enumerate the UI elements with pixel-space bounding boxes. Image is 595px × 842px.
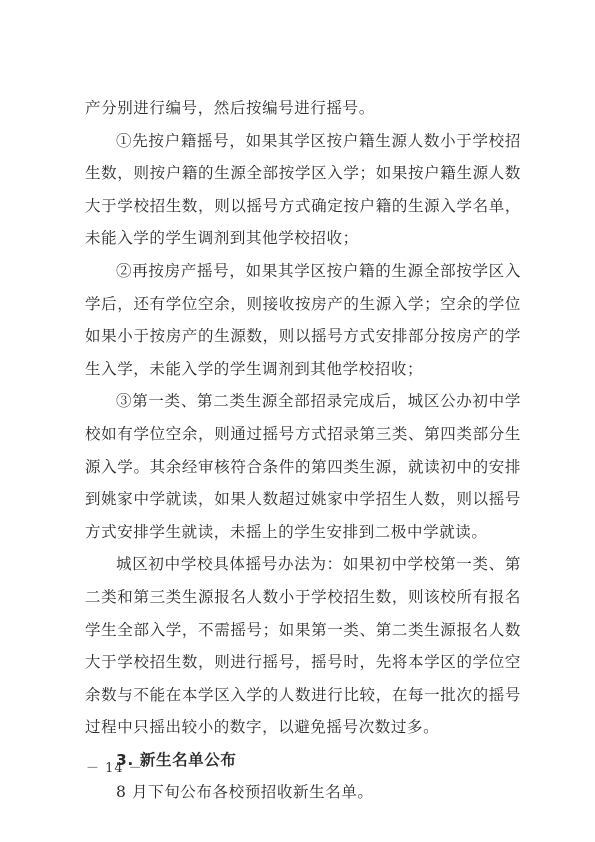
- document-body: [85, 92, 521, 809]
- paragraph-household-lottery: ①先按户籍摇号，如果其学区按户籍生源人数小于学校招生数，则按户籍的生源全部按学区入学；如果按户籍生源人数大于学校招生数，则以摇号方式确定按户籍的生源入学名单，未能入学的学生调剂到其他学校招收；: [85, 131, 521, 248]
- paragraph-announcement: 8 月下旬公布各校预招收新生名单。: [116, 783, 374, 802]
- section-heading: 3. 新生名单公布: [116, 750, 237, 769]
- paragraph-remaining-seats: ③第一类、第二类生源全部招录完成后，城区公办初中学校如有学位空余，则通过摇号方式招录第三类、第四类部分生源入学。其余经审核符合条件的第四类生源，就读初中的安排到姚家中学就读，如果人数超过姚家中学招生人数，则以摇号方式安排学生就读，未摇上的学生安排到二极中学就读。: [85, 392, 521, 541]
- paragraph-urban-lottery-method: 城区初中学校具体摇号办法为：如果初中学校第一类、第二类和第三类生源报名人数小于学校招生数，则该校所有报名学生全部入学，不需摇号；如果第一类、第二类生源报名人数大于学校招生数，则进行摇号，摇号时，先将本学区的学位空余数与不能在本学区入学的人数进行比较，在每一批次的摇号过程中只摇出较小的数字，以避免摇号次数过多。: [85, 555, 521, 737]
- paragraph-property-lottery: ②再按房产摇号，如果其学区按户籍的生源全部按学区入学后，还有学位空余，则接收按房产的生源入学；空余的学位如果小于按房产的生源数，则以摇号方式安排部分按房产的学生入学，未能入学的学生调剂到其他学校招收；: [85, 261, 521, 378]
- paragraph-continued: 产分别进行编号，然后按编号进行摇号。: [85, 99, 375, 117]
- page-number: － 14 －: [86, 761, 143, 776]
